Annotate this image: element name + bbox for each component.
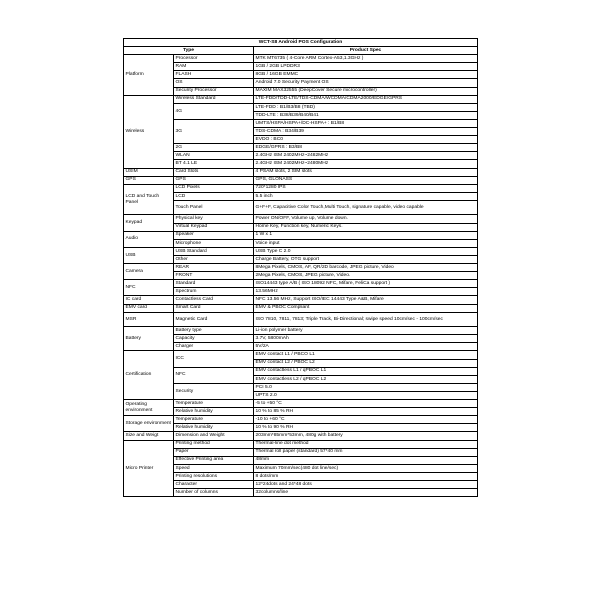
spec-value: Maximum 70mm/sec(480 dot line/sec) <box>254 464 478 472</box>
spec-row <box>124 343 478 351</box>
spec-row <box>124 192 478 200</box>
item-label: NFC <box>174 367 254 383</box>
spec-row <box>124 296 478 304</box>
spec-value: Thermal roll paper (standard) 57*40 mm <box>254 448 478 456</box>
item-label: Standard <box>174 280 254 288</box>
spec-value: G+F+F, Capacitive Color Touch,Multi Touch, signature capable, video capable <box>254 200 478 215</box>
item-label: Relative humidity <box>174 408 254 416</box>
group-usim-label: USIM <box>124 168 174 176</box>
item-label: WLAN <box>174 152 254 160</box>
spec-row <box>124 239 478 247</box>
group-storage-environment-label: Storage environment <box>124 416 174 432</box>
spec-value: 10 % to 90 % RH <box>254 424 478 432</box>
spec-row <box>124 168 478 176</box>
item-label: Other <box>174 255 254 263</box>
item-label: OS <box>174 79 254 87</box>
item-label: USB Standard <box>174 247 254 255</box>
spec-row <box>124 408 478 416</box>
spec-row <box>124 184 478 192</box>
spec-row <box>124 144 478 152</box>
spec-row <box>124 335 478 343</box>
spec-row <box>124 87 478 95</box>
spec-row <box>124 280 478 288</box>
spec-value: EMV contact L1 / PBCO L1 <box>254 351 478 359</box>
spec-header: Product Spec <box>254 47 478 55</box>
item-label: Temperature <box>174 400 254 408</box>
spec-row <box>124 95 478 103</box>
spec-value: -10 to +60 °C <box>254 416 478 424</box>
item-label: Touch Panel <box>174 200 254 215</box>
group-keypad-label: Keypad <box>124 215 174 231</box>
item-label: Spectrum <box>174 288 254 296</box>
spec-value: -5 to +50 °C <box>254 400 478 408</box>
spec-value: 203mm*85mm*53mm, 480g with battery <box>254 432 478 440</box>
spec-value: 8Mega Pixels, CMOS, AF, QR/2D barcode, JPEG picture, Video <box>254 264 478 272</box>
spec-row <box>124 367 478 375</box>
spec-row <box>124 383 478 391</box>
spec-value: EMV contactless L2 / qPBOC L2 <box>254 375 478 383</box>
group-camera-label: Camera <box>124 264 174 280</box>
spec-value: EMV contact L2 / PBOC L2 <box>254 359 478 367</box>
spec-value: 3.7V, 5800mAh <box>254 335 478 343</box>
spec-value: 48mm <box>254 456 478 464</box>
spec-row <box>124 424 478 432</box>
item-label: Relative humidity <box>174 424 254 432</box>
spec-value: Charge Battery, OTG support <box>254 255 478 263</box>
item-label: Number of columns <box>174 489 254 497</box>
group-audio-label: Audio <box>124 231 174 247</box>
spec-row <box>124 272 478 280</box>
item-label: Contactless Card <box>174 296 254 304</box>
spec-row <box>124 176 478 184</box>
spec-row <box>124 215 478 223</box>
spec-value: 2Mega Pixels, CMOS, JPEG picture, Video. <box>254 272 478 280</box>
group-operating-environment-label: Operating environment <box>124 400 174 416</box>
group-lcd-and-touch-panel-label: LCD and Touch Panel <box>124 184 174 215</box>
spec-value: Thermal-line dot method <box>254 440 478 448</box>
item-label: GPS <box>174 176 254 184</box>
spec-value: PCI 5.0 <box>254 383 478 391</box>
spec-row <box>124 288 478 296</box>
spec-value: ISO 7810, 7811, 7813; Triple Track, Bi-Directional; swipe speed 10cm/sec - 100cm/sec <box>254 312 478 327</box>
item-label: Effective Printing area <box>174 456 254 464</box>
spec-row <box>124 79 478 87</box>
item-label: Speed <box>174 464 254 472</box>
item-label: Processor <box>174 55 254 63</box>
spec-value: UPTS 2.0 <box>254 391 478 399</box>
spec-table <box>123 38 478 497</box>
item-label: RAM <box>174 63 254 71</box>
spec-row <box>124 223 478 231</box>
header-row <box>124 47 478 55</box>
group-msr-label: MSR <box>124 312 174 327</box>
spec-value: EDGE/GPRS : B3/B8 <box>254 144 478 152</box>
spec-row <box>124 351 478 359</box>
spec-row <box>124 432 478 440</box>
spec-value: Home Key, Function key, Numeric Keys. <box>254 223 478 231</box>
spec-value: EMV & PBOC Compliant <box>254 304 478 312</box>
spec-row <box>124 119 478 127</box>
group-micro-printer-label: Micro Printer <box>124 440 174 497</box>
group-wireless-label: Wireless <box>124 95 174 168</box>
item-label: Security Processor <box>174 87 254 95</box>
spec-value: 5.5 inch <box>254 192 478 200</box>
group-usb-label: USB <box>124 247 174 263</box>
spec-value: UMTS/HSPA/HSPA+/DC-HSPA+ : B1/B8 <box>254 119 478 127</box>
item-label: Smart Card <box>174 304 254 312</box>
item-label: Printing method <box>174 440 254 448</box>
spec-row <box>124 160 478 168</box>
spec-row <box>124 264 478 272</box>
spec-row <box>124 312 478 327</box>
item-label: Microphone <box>174 239 254 247</box>
group-certification-label: Certification <box>124 351 174 400</box>
spec-value: Android 7.0 Security Payment OS <box>254 79 478 87</box>
spec-row <box>124 440 478 448</box>
spec-value: 720*1280 IPS <box>254 184 478 192</box>
item-label: FLASH <box>174 71 254 79</box>
item-label: 3G <box>174 119 254 143</box>
spec-value: LTE-FDD : B1/B3/B8 (TBD) <box>254 103 478 111</box>
spec-row <box>124 464 478 472</box>
spec-value: 32columns/line <box>254 489 478 497</box>
group-ic-card-label: IC card <box>124 296 174 304</box>
spec-value: 1GB / 2GB LPDDR3 <box>254 63 478 71</box>
spec-value: MAXIM MAX32555 (DeepCover Secure microcontroller) <box>254 87 478 95</box>
title-row <box>124 39 478 47</box>
spec-value: EVDO : BC0 <box>254 136 478 144</box>
spec-row <box>124 400 478 408</box>
item-label: Charger <box>174 343 254 351</box>
item-label: Speaker <box>174 231 254 239</box>
spec-body <box>124 55 478 497</box>
spec-value: 2.4GHz ISM 2402MHz~2480MHz <box>254 160 478 168</box>
item-label: Dimension and Weight <box>174 432 254 440</box>
group-battery-label: Battery <box>124 327 174 351</box>
spec-value: ISO14443 type A/B ( ISO 18092 NFC, Mifare, FeliCa support ) <box>254 280 478 288</box>
spec-value: 8GB / 16GB EMMC <box>254 71 478 79</box>
spec-value: Li-ion polymer battery <box>254 327 478 335</box>
spec-value: 12*24dots and 24*48 dots <box>254 480 478 488</box>
spec-row <box>124 489 478 497</box>
item-label: LCD Pixels <box>174 184 254 192</box>
spec-value: 13.56MHz <box>254 288 478 296</box>
item-label: 4G <box>174 103 254 119</box>
spec-value: 10 % to 85 % RH <box>254 408 478 416</box>
item-label: Paper <box>174 448 254 456</box>
spec-value: Power ON/OFF, Volume up, Volume down. <box>254 215 478 223</box>
spec-row <box>124 448 478 456</box>
spec-row <box>124 247 478 255</box>
spec-row <box>124 200 478 215</box>
item-label: LCD <box>174 192 254 200</box>
group-gps-label: GPS <box>124 176 174 184</box>
spec-row <box>124 71 478 79</box>
spec-row <box>124 327 478 335</box>
group-platform-label: Platform <box>124 55 174 95</box>
spec-value: 8 dots/mm <box>254 472 478 480</box>
spec-row <box>124 472 478 480</box>
spec-value: TDD-LTE : B38/B39/B40/B41 <box>254 111 478 119</box>
spec-value: MTK MT6735 ( 4-Core ARM Cortex-A53,1.3GHz ) <box>254 55 478 63</box>
item-label: FRONT <box>174 272 254 280</box>
item-label: Security <box>174 383 254 399</box>
spec-value: Voice input <box>254 239 478 247</box>
spec-value: TDS-CDMA : B34/B39 <box>254 128 478 136</box>
item-label: Magnetic Card <box>174 312 254 327</box>
group-emv-card-label: EMV card <box>124 304 174 312</box>
spec-row <box>124 456 478 464</box>
spec-value: GPS, GLONASS <box>254 176 478 184</box>
spec-value: 1 W x 1 <box>254 231 478 239</box>
item-label: Card Slots <box>174 168 254 176</box>
group-nfc-label: NFC <box>124 280 174 296</box>
type-header: Type <box>124 47 254 55</box>
item-label: Capacity <box>174 335 254 343</box>
spec-row <box>124 63 478 71</box>
item-label: Battery type <box>174 327 254 335</box>
spec-value: 2.4GHz ISM 2402MHz~2482MHz <box>254 152 478 160</box>
group-size-and-weigt-label: Size and Weigt <box>124 432 174 440</box>
item-label: Temperature <box>174 416 254 424</box>
item-label: REAR <box>174 264 254 272</box>
item-label: Printing resolutions <box>174 472 254 480</box>
item-label: 2G <box>174 144 254 152</box>
spec-row <box>124 480 478 488</box>
spec-row <box>124 152 478 160</box>
item-label: Character <box>174 480 254 488</box>
spec-value: 4 PSAM slots, 2 SIM slots <box>254 168 478 176</box>
spec-row <box>124 103 478 111</box>
spec-row <box>124 416 478 424</box>
spec-value: 5V/2A <box>254 343 478 351</box>
table-title: WCT-S8 Android POS Configuration <box>124 39 478 47</box>
spec-value: LTE-FDD/TDD-LTE/TDS-CDMA/WCDMA/CDMA2000/EDGE/GPRS <box>254 95 478 103</box>
item-label: Virtual Keypad <box>174 223 254 231</box>
spec-row <box>124 231 478 239</box>
item-label: BT 4.1 LE <box>174 160 254 168</box>
spec-value: USB Type C 2.0 <box>254 247 478 255</box>
spec-row <box>124 304 478 312</box>
spec-value: NFC 13.56 MHz, Support ISO/IEC 14443 Type A&B, Mifare <box>254 296 478 304</box>
spec-row <box>124 55 478 63</box>
item-label: Wireless Standard <box>174 95 254 103</box>
spec-value: EMV contactless L1 / qPBOC L1 <box>254 367 478 375</box>
item-label: ICC <box>174 351 254 367</box>
spec-row <box>124 255 478 263</box>
item-label: Physical key <box>174 215 254 223</box>
